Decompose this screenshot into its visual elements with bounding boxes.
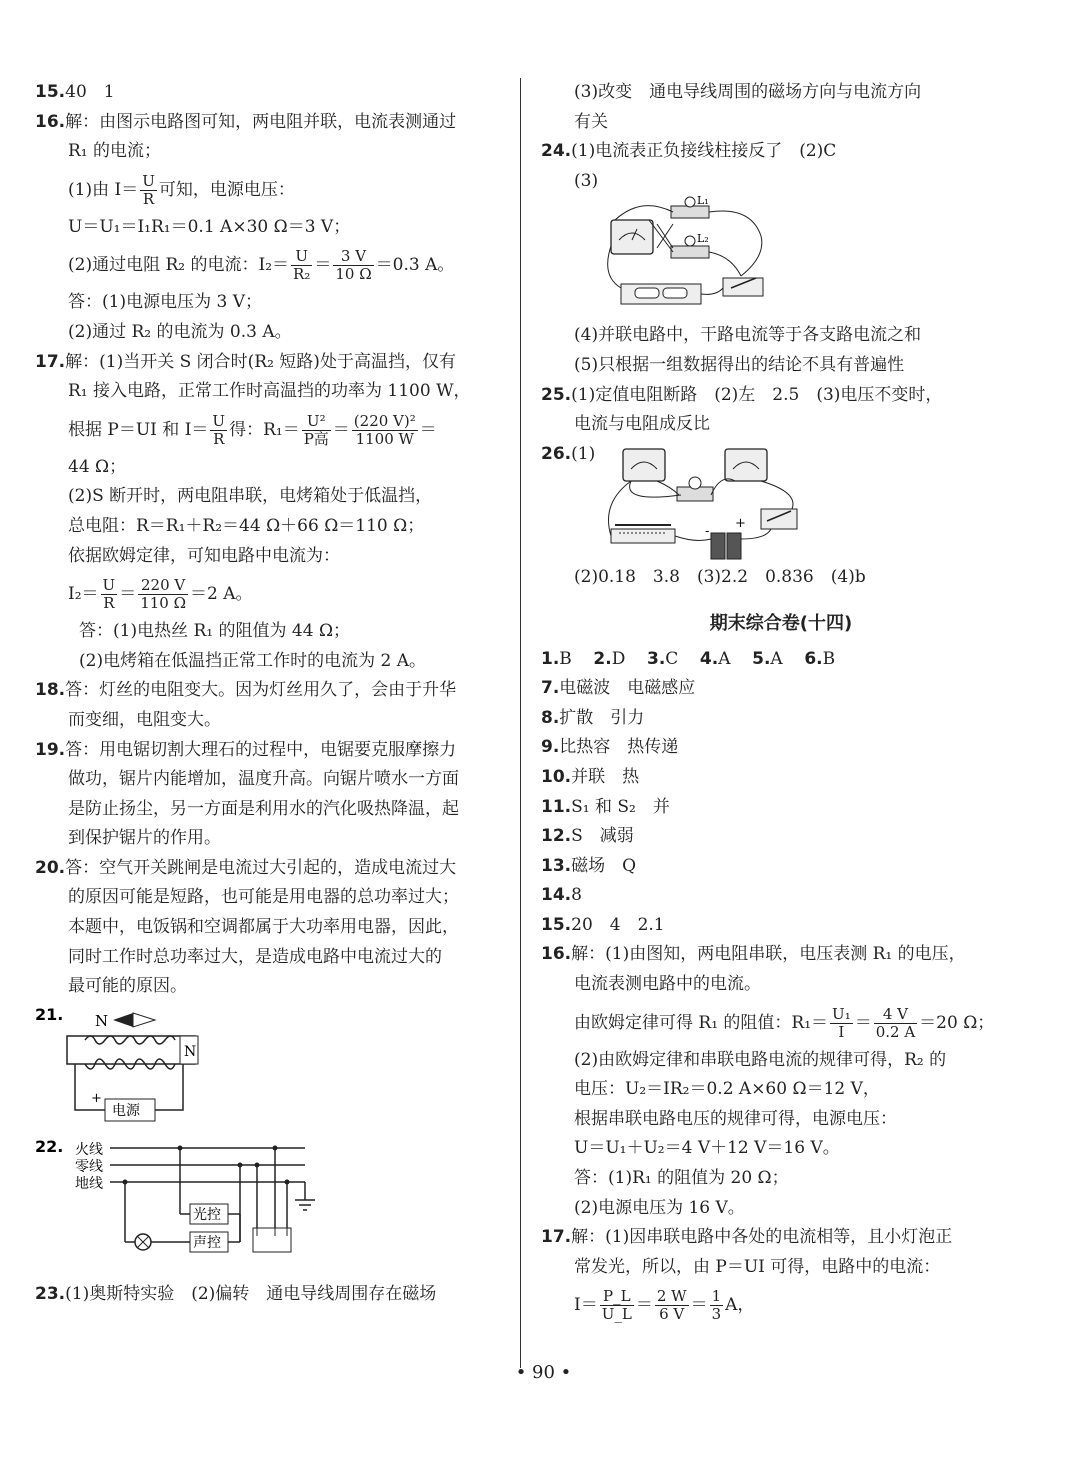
battery-box (621, 284, 701, 304)
sound-control-label: 声控 (193, 1234, 221, 1251)
answer-16: 16.解：(1)由图知，两电阻串联，电压表测 R₁ 的电压， 电流表测电路中的电流。 由欧姆定律可得 R₁ 的阻值：R₁＝ $\frac{\text{U₁}}{I}$ ＝ $\frac{4 V}{0.2 A}$ ＝20 Ω； (2)由欧姆定律和串联电路电流的规律可得，R₂ 的 电压：U₂＝IR₂＝0.2 A×60 Ω＝12 V， 根据串联电路电压的规律可得，电源电压： U＝U₁＋U₂＝4 V＋12 V＝16 V。 答：(1)R₁ 的阻值为 20 Ω； (2)电源电压为 16 V。 (541, 944, 995, 1218)
battery-cell-2 (727, 533, 741, 559)
series-circuit-diagram (601, 443, 821, 563)
section-title: 期末综合卷(十四) (709, 612, 853, 634)
answer-14: 14.8 (541, 885, 582, 906)
answer-22 (35, 1136, 505, 1274)
parallel-circuit-diagram (601, 196, 801, 321)
compass-n-label: N (95, 1011, 109, 1030)
compass-needle-dark (113, 1013, 133, 1027)
compass-needle-light (133, 1013, 155, 1027)
right-column: (3)改变 通电导线周围的磁场方向与电流方向 有关 24.(1)电流表正负接线柱接反了 (2)C (3) L₁ L₂ (4)并联电路中，干路电流等于各支路电流之和 (5)只根据一组数据得出的结论不具有普遍性 25.(1)定值电阻断路 (2)左 2.5 (3)电压不变时， 电流与电阻成反比 26.(1) - + (2)0.18 3.8 (3)2.2 0.836 (4)b 期末综合卷(十四) 1.B 2.D 3.C 4.A 5.A 6.B 7.电磁波 电磁感应 8.扩散 引力 9.比热容 热传递 10.并联 热 11.S₁ 和 S₂ 并 12.S 减弱 13.磁场 Q 14.8 15.20 4 2.1 16.解：(1)由图知，两电阻串联，电压表测 R₁ 的电压， 电流表测电路中的电流。 由欧姆定律可得 R₁ 的阻值：R₁＝ $\frac{\text{U₁}}{I}$ ＝ $\frac{4 V}{0.2 A}$ ＝20 Ω； (2)由欧姆定律和串联电路电流的规律可得，R₂ 的 电压：U₂＝IR₂＝0.2 A×60 Ω＝12 V， 根据串联电路电压的规律可得，电源电压： U＝U₁＋U₂＝4 V＋12 V＝16 V。 答：(1)R₁ 的阻值为 20 Ω； (2)电源电压为 16 V。 17.解：(1)因串联电路中各处的电流相等，且小灯泡正 常发光，所以，由 P＝UI 可得，电路中的电流： I＝ $\frac{P\_L}{U\_L}$ ＝ $\frac{2 W}{6 V}$ ＝ $\frac{1}{3}$ A， (541, 78, 1021, 1328)
fraction: $\frac{2 W}{6 V}$ (656, 1287, 687, 1324)
fraction: $\frac{P\_L}{U\_L}$ (601, 1287, 632, 1324)
neutral-wire-label: 零线 (75, 1158, 103, 1175)
voltmeter-icon (623, 449, 665, 481)
core-n-label: N (184, 1043, 197, 1060)
left-column (35, 78, 505, 1309)
ammeter-icon (725, 449, 767, 481)
ammeter-icon (611, 220, 653, 254)
ground-wire-label: 地线 (75, 1175, 103, 1192)
answer-15: 15.20 4 2.1 (541, 914, 665, 935)
answer-18: 18.答：灯丝的电阻变大。因为灯丝用久了，会由于升华 而变细，电阻变大。 (35, 680, 457, 730)
fraction: $\frac{1}{3}$ (711, 1287, 722, 1324)
question-number: 22. (35, 1136, 64, 1156)
wire-right (155, 1064, 183, 1110)
fraction: $\frac{U}{\text{R₂}}$ (293, 247, 311, 284)
fraction: $\frac{U}{R}$ (142, 171, 155, 208)
answer-24: 24.(1)电流表正负接线柱接反了 (2)C (3) L₁ L₂ (4)并联电路中，干路电流等于各支路电流之和 (5)只根据一组数据得出的结论不具有普遍性 (541, 141, 922, 375)
solenoid-diagram (35, 1004, 335, 1132)
minus-terminal: - (705, 524, 710, 540)
bulb-holder-2 (671, 246, 709, 258)
household-circuit-diagram (35, 1136, 335, 1274)
answer-13: 13.磁场 Q (541, 855, 637, 876)
switch-icon (761, 509, 797, 529)
answer-17: 17.解：(1)当开关 S 闭合时(R₂ 短路)处于高温挡，仅有 R₁ 接入电路，正常工作时高温挡的功率为 1100 W， 根据 P＝UI 和 I＝ $\frac{U}{R}$ 得：R₁＝ $\frac{\text{U²}}{\text{P高}}$ ＝ $\frac{\text{(220 V)²}}{1100 W}$ ＝ 44 Ω； (2)S 断开时，两电阻串联，电烤箱处于低温挡， 总电阻：R＝R₁＋R₂＝44 Ω＋66 Ω＝110 Ω； 依据欧姆定律，可知电路中电流为： I₂＝ $\frac{U}{R}$ ＝ $\frac{220 V}{110 \Omega}$ ＝2 A。 答：(1)电热丝 R₁ 的阻值为 44 Ω； (2)电烤箱在低温挡正常工作时的电流为 2 A。 (35, 351, 471, 671)
answer-20: 20.答：空气开关跳闸是电流过大引起的，造成电流过大 的原因可能是短路，也可能是用电器的总功率过大； 本题中，电饭锅和空调都属于大功率用电器，因此， 同时工作时总功率过大，是造成电路中电流过大的 最可能的原因。 (35, 857, 459, 997)
answer-8: 8.扩散 引力 (541, 707, 645, 728)
answer-23-continued: (3)改变 通电导线周围的磁场方向与电流方向 (574, 82, 922, 102)
answer-26: 26.(1) - + (2)0.18 3.8 (3)2.2 0.836 (4)b (541, 443, 866, 588)
answer-23: 23.(1)奥斯特实验 (2)偏转 通电导线周围存在磁场 (35, 1283, 437, 1304)
bulb-2-label: L₂ (697, 232, 709, 246)
answer-11: 11.S₁ 和 S₂ 并 (541, 796, 670, 817)
bulb-2-icon (685, 236, 695, 246)
fraction: $\frac{U}{R}$ (212, 411, 226, 448)
answer-16: 16.解：由图示电路图可知，两电阻并联，电流表测通过 R₁ 的电流； (1)由 I＝ $\frac{U}{R}$ 可知，电源电压： U＝U₁＝I₁R₁＝0.1 A×30 Ω＝3 V； (2)通过电阻 R₂ 的电流：I₂＝ $\frac{U}{\text{R₂}}$ ＝ $\frac{3 V}{10 \Omega}$ ＝0.3 A。 答：(1)电源电压为 3 V； (2)通过 R₂ 的电流为 0.3 A。 (35, 111, 457, 342)
fraction: $\frac{3 V}{10 \Omega}$ (335, 247, 372, 284)
answer-25: 25.(1)定值电阻断路 (2)左 2.5 (3)电压不变时， 电流与电阻成反比 (541, 384, 943, 435)
column-divider (520, 78, 521, 1368)
fraction: $\frac{U}{R}$ (102, 576, 116, 613)
iron-core (67, 1036, 195, 1064)
coil (85, 1036, 175, 1044)
answer-9: 9.比热容 热传递 (541, 737, 679, 758)
fraction: $\frac{220 V}{110 \Omega}$ (140, 576, 187, 613)
light-control-label: 光控 (193, 1206, 221, 1223)
answer-17: 17.解：(1)因串联电路中各处的电流相等，且小灯泡正 常发光，所以，由 P＝UI 可得，电路中的电流： I＝ $\frac{P\_L}{U\_L}$ ＝ $\frac{2 W}{6 V}$ ＝ $\frac{1}{3}$ A， (541, 1227, 953, 1324)
page-number: • 90 • (515, 1362, 572, 1383)
multiple-choice-answers: 1.B 2.D 3.C 4.A 5.A 6.B (541, 648, 836, 669)
switch-icon (723, 278, 763, 296)
question-number: 21. (35, 1004, 64, 1024)
answer-12: 12.S 减弱 (541, 826, 634, 847)
plus-terminal: + (735, 516, 746, 532)
fraction: $\frac{4 V}{0.2 A}$ (875, 1004, 916, 1041)
answer-10: 10.并联 热 (541, 766, 640, 787)
socket-icon (253, 1228, 291, 1252)
answer-15: 15.40 1 (35, 82, 115, 102)
bulb-holder-1 (671, 206, 709, 218)
live-wire-label: 火线 (75, 1141, 103, 1158)
plus-terminal: + (91, 1090, 102, 1106)
battery-cell-1 (711, 533, 725, 559)
bulb-1-label: L₁ (697, 196, 709, 208)
bulb-icon (689, 477, 701, 489)
rheostat-icon (611, 529, 675, 543)
fraction: $\frac{\text{U₁}}{I}$ (832, 1004, 851, 1041)
fraction: $\frac{\text{U²}}{\text{P高}}$ (303, 411, 329, 448)
answer-21 (35, 1004, 505, 1132)
bulb-1-icon (685, 197, 695, 207)
answer-7: 7.电磁波 电磁感应 (541, 678, 696, 699)
answer-19: 19.答：用电锯切割大理石的过程中，电锯要克服摩擦力 做功，锯片内能增加，温度升高。向锯片喷水一方面 是防止扬尘，另一方面是利用水的汽化吸热降温，起 到保护锯片的作用。 (35, 739, 459, 849)
source-label: 电源 (112, 1102, 140, 1119)
fraction: $\frac{\text{(220 V)²}}{1100 W}$ (353, 411, 416, 448)
